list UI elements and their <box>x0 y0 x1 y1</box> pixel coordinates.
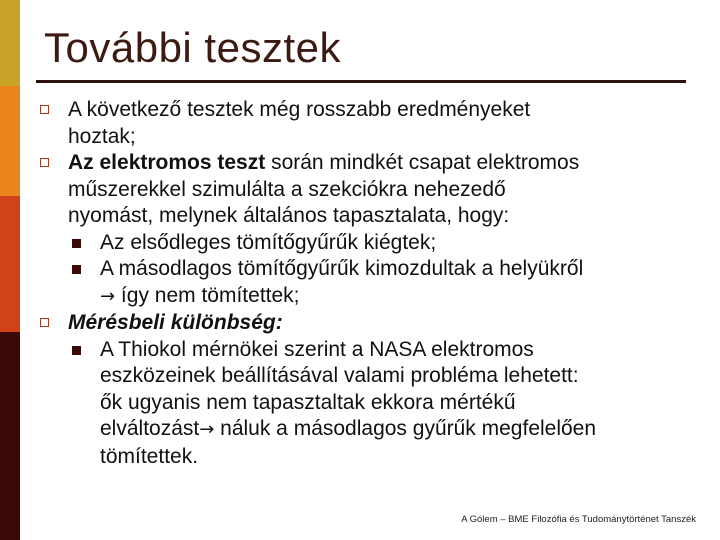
square-filled-bullet-icon <box>72 346 81 355</box>
sub-bullet-text: Az elsődleges tömítőgyűrűk kiégtek; <box>100 230 437 254</box>
title-divider <box>36 80 686 83</box>
sidebar-band-orange <box>0 86 20 196</box>
sub-bullet-item-2 <box>38 256 708 283</box>
slide-title: További tesztek <box>44 24 341 71</box>
bullet-text: műszerekkel szimulálta a szekciókra nehezedő <box>68 177 506 201</box>
bullet-text: A következő tesztek még rosszabb eredményeket <box>68 98 531 121</box>
square-outline-bullet-icon <box>40 318 49 327</box>
sidebar-band-red <box>0 196 20 332</box>
bullet-text: nyomást, melynek általános tapasztalata, hogy: <box>68 204 510 227</box>
sub-bullet-text: így nem tömítettek; <box>115 283 300 307</box>
sub-bullet-item-1 <box>38 230 708 257</box>
bullet-bold-italic-text: Mérésbeli különbség: <box>68 311 283 334</box>
slide-footer: A Gólem – BME Filozófia és Tudománytörténet Tanszék <box>461 514 696 525</box>
bullet-item-3 <box>38 310 708 337</box>
sub-bullet-item-3-continuation <box>38 444 708 471</box>
sub-bullet-text: eszközeinek beállításával valami probléma lehetett: <box>100 364 579 387</box>
sub-bullet-item-3-continuation <box>38 390 708 417</box>
bullet-item-2-continuation <box>38 203 708 230</box>
sidebar-band-gold <box>0 0 20 86</box>
sub-bullet-item-3-continuation <box>38 416 708 444</box>
sub-bullet-text: náluk a másodlagos gyűrűk megfelelően <box>214 417 597 440</box>
slide-body <box>38 97 708 470</box>
bullet-text: hoztak; <box>68 124 136 148</box>
sub-bullet-text: elváltozást <box>100 417 200 440</box>
square-outline-bullet-icon <box>40 105 49 114</box>
right-arrow-icon: → <box>199 419 215 440</box>
sub-bullet-text: tömítettek. <box>100 444 199 468</box>
bullet-item-1-continuation <box>38 124 708 151</box>
sub-bullet-text: A Thiokol mérnökei szerint a NASA elektromos <box>100 337 534 361</box>
right-arrow-icon: → <box>100 285 116 307</box>
sub-bullet-text: A másodlagos tömítőgyűrűk kimozdultak a helyükről <box>100 257 584 280</box>
bullet-bold-text: Az elektromos teszt <box>68 151 266 174</box>
sub-bullet-item-3-continuation <box>38 363 708 390</box>
sub-bullet-item-2-continuation <box>38 283 708 311</box>
sidebar-stripes <box>0 0 20 540</box>
square-outline-bullet-icon <box>40 158 49 167</box>
bullet-text: során mindkét csapat elektromos <box>265 151 580 174</box>
square-filled-bullet-icon <box>72 239 81 248</box>
bullet-item-1 <box>38 97 708 124</box>
sub-bullet-text: ők ugyanis nem tapasztaltak ekkora mértékű <box>100 390 516 414</box>
bullet-item-2-continuation <box>38 177 708 204</box>
sidebar-band-dark <box>0 332 20 540</box>
bullet-item-2 <box>38 150 708 177</box>
square-filled-bullet-icon <box>72 265 81 274</box>
sub-bullet-item-3 <box>38 337 708 364</box>
